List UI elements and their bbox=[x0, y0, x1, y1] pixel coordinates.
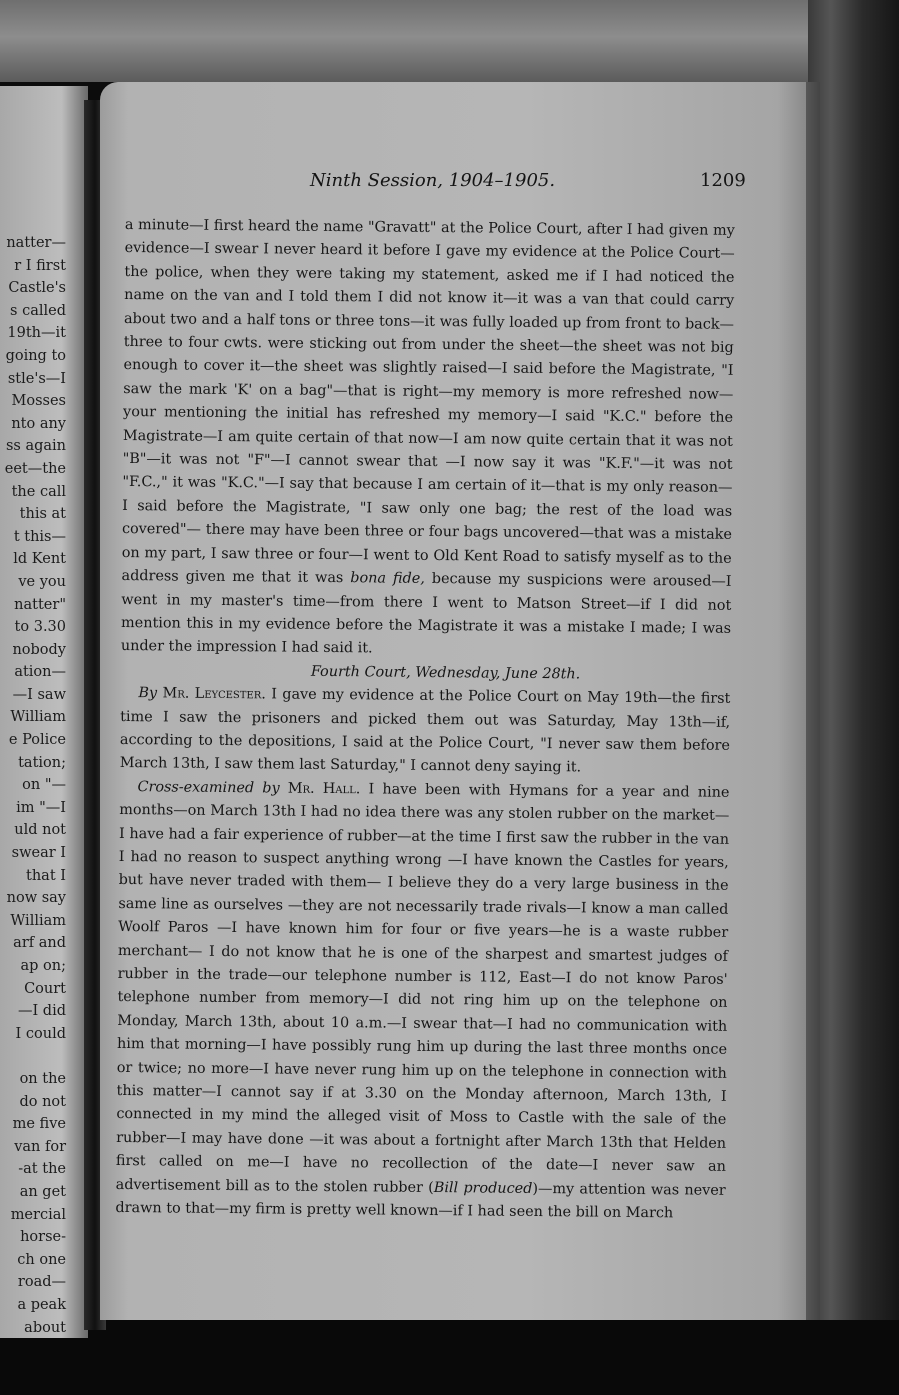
running-header bbox=[310, 170, 746, 191]
left-page-line: this at bbox=[19, 506, 66, 523]
left-page-line: an get bbox=[19, 1183, 66, 1200]
left-page-line: —I did bbox=[17, 1003, 66, 1020]
left-page-line: natter" bbox=[14, 596, 66, 613]
left-page-line: r I first bbox=[14, 257, 66, 274]
left-page-line: ve you bbox=[18, 573, 66, 590]
left-page-line: about bbox=[24, 1319, 66, 1336]
left-page-line: William bbox=[10, 709, 66, 726]
paragraph-text: I gave my evidence at the Police Court on May 19th—the first time I saw the prisoners and picked them out was Saturday, May 13th—if, according to the depositions, I said at the Police Court, "I never saw them before March 13th, I saw them last Saturday," I cannot deny saying it. bbox=[119, 686, 731, 776]
left-page-line: van for bbox=[14, 1138, 66, 1155]
left-page-line: arf and bbox=[13, 935, 66, 952]
left-page-line: the call bbox=[11, 483, 66, 500]
exam-lead: By bbox=[138, 685, 158, 702]
left-page-line: natter— bbox=[6, 235, 66, 251]
left-page-line: tation; bbox=[18, 754, 66, 771]
left-page-line: that I bbox=[26, 867, 66, 884]
left-page-line: Court bbox=[24, 980, 66, 997]
left-page-text bbox=[0, 232, 66, 1338]
left-page-line: nobody bbox=[12, 641, 66, 658]
paragraph-text: a minute—I first heard the name "Gravatt" at the Police Court, after I had given my evidence—I swear I never heard it before I gave my evidence at the Police Court—the police, when they were taking my statement, asked me if I had noticed the name on the van and I told them I did not know it—it was a van that could carry about two and a half tons or three tons—it was fully loaded up from front to back—three to four cwts. were sticking out from under the sheet—the sheet was not big enough to cover it—the sheet was slightly raised—I said before the Magistrate, "I saw the mark 'K' on a bag"—that is right—my memory is more refreshed now—your mentioning the initial has refreshed my memory—I said "K.C." before the Magistrate—I am quite certain of that now—I am now quite certain that it was not "B"—it was not "F"—I cannot swear that —I now say it was "K.F."—it was not "F.C.," it was "K.C."—I say that because I am certain of it—that is my only reason—I said before the Magistrate, "I saw only one bag; the rest of the load was covered"— there may have been three or four bags uncovered—that was a mistake on my part, I saw three or four—I went to Old Kent Road to satisfy myself as to the address given me that it was bbox=[121, 216, 735, 587]
left-page-line bbox=[0, 1045, 66, 1068]
page-number: 1209 bbox=[700, 170, 746, 191]
left-page-line: now say bbox=[6, 890, 66, 907]
left-page-line: s called bbox=[10, 302, 66, 319]
left-page-line: ap on; bbox=[20, 958, 66, 974]
left-page-line: stle's—I bbox=[7, 370, 66, 387]
counsel-name: Mr. Leycester. bbox=[162, 685, 266, 703]
left-page-line: eet—the bbox=[4, 460, 66, 477]
left-page-line: -at the bbox=[18, 1161, 66, 1178]
court-name: Fourth Court, bbox=[310, 663, 411, 681]
left-page-line: road— bbox=[17, 1274, 66, 1291]
left-page-line: —I saw bbox=[12, 686, 66, 703]
left-page-line: 19th—it bbox=[7, 325, 66, 342]
left-page-line: swear I bbox=[11, 845, 66, 862]
left-page-line: I could bbox=[15, 1025, 66, 1042]
left-page-line: im "—I bbox=[16, 799, 66, 816]
paragraph-cross-examination bbox=[115, 776, 729, 1227]
left-page-line: t this— bbox=[13, 528, 66, 545]
left-page-fragment bbox=[0, 86, 88, 1338]
left-page-line: nto any bbox=[11, 415, 66, 432]
right-dark-margin bbox=[808, 0, 899, 1395]
left-page-line: uld not bbox=[14, 822, 66, 839]
left-page-line: horse- bbox=[20, 1229, 66, 1246]
page-body bbox=[115, 214, 735, 1226]
left-page-line: Mosses bbox=[11, 393, 66, 410]
left-page-line: William bbox=[10, 912, 66, 929]
counsel-name: Mr. Hall. bbox=[287, 780, 361, 798]
left-page-line: mercial bbox=[10, 1206, 66, 1223]
left-page-line: a peak bbox=[17, 1296, 66, 1313]
left-page-line: me five bbox=[12, 1116, 66, 1133]
paragraph-text: I have been with Hymans for a year and nine months—on March 13th I had no idea there was any stolen rubber on the market—I have had a fair experience of rubber—at the time I first saw the rubber in the van I had no reason to suspect anything wrong —I have known the Castles for years, but have never traded with them— I believe they do a very large business in the same line as ourselves —they are not necessarily trade rivals—I know a man called Woolf Paros —I have known him for four or five years—he is a waste rubber merchant— I do not know that he is one of the sharpest and smartest judges of rubber in the trade—our telephone number is 112, East—I do not know Paros' telephone number from memory—I did not ring him up on the telephone on Monday, March 13th, about 10 a.m.—I swear that—I had no communication with him that morning—I have possibly rung him up during the last three months once or twice; no more—I have never rung him up on the telephone in connection with this matter—I cannot say if at 3.30 on the Monday afternoon, March 13th, I connected in my mind the alleged visit of Moss to Castle with the sale of the rubber—I may have done —it was about a fortnight after March 13th that Helden first called on me—I have no recollection of the date—I never saw an advertisement bill as to the stolen rubber ( bbox=[115, 781, 730, 1196]
cross-exam-lead: Cross-examined by bbox=[137, 778, 280, 797]
left-page-line: ss again bbox=[5, 438, 66, 455]
italic-phrase: Bill produced bbox=[433, 1179, 533, 1197]
left-page-line: do not bbox=[19, 1093, 66, 1110]
bottom-shadow-band bbox=[0, 1320, 899, 1395]
left-page-line: going to bbox=[5, 347, 66, 364]
paragraph-testimony bbox=[121, 214, 735, 665]
left-page-line: Castle's bbox=[8, 280, 66, 297]
session-title: Ninth Session, 1904–1905. bbox=[310, 170, 556, 191]
left-page-line: ation— bbox=[14, 664, 66, 681]
italic-phrase: bona fide, bbox=[350, 570, 425, 587]
left-page-line: to 3.30 bbox=[14, 619, 66, 636]
paragraph-examination bbox=[120, 682, 731, 781]
top-shadow-band bbox=[0, 0, 899, 82]
paragraph-text-end: )—my attention was never drawn to that—my firm is pretty well known—if I had seen the bill on March bbox=[115, 1180, 726, 1222]
left-page-line: ld Kent bbox=[13, 551, 66, 568]
left-page-line: ch one bbox=[17, 1251, 66, 1268]
left-page-line: on the bbox=[19, 1070, 66, 1087]
left-page-line: e Police bbox=[8, 732, 66, 749]
left-page-line: on "— bbox=[22, 777, 66, 794]
court-date: Wednesday, June 28th. bbox=[415, 664, 581, 683]
paragraph-text-end: because my suspicions were aroused—I went in my master's time—from there I went to Matson Street—if I did not mention this in my evidence before the Magistrate it was a mistake I made; I was under the impression I had said it. bbox=[120, 571, 732, 657]
